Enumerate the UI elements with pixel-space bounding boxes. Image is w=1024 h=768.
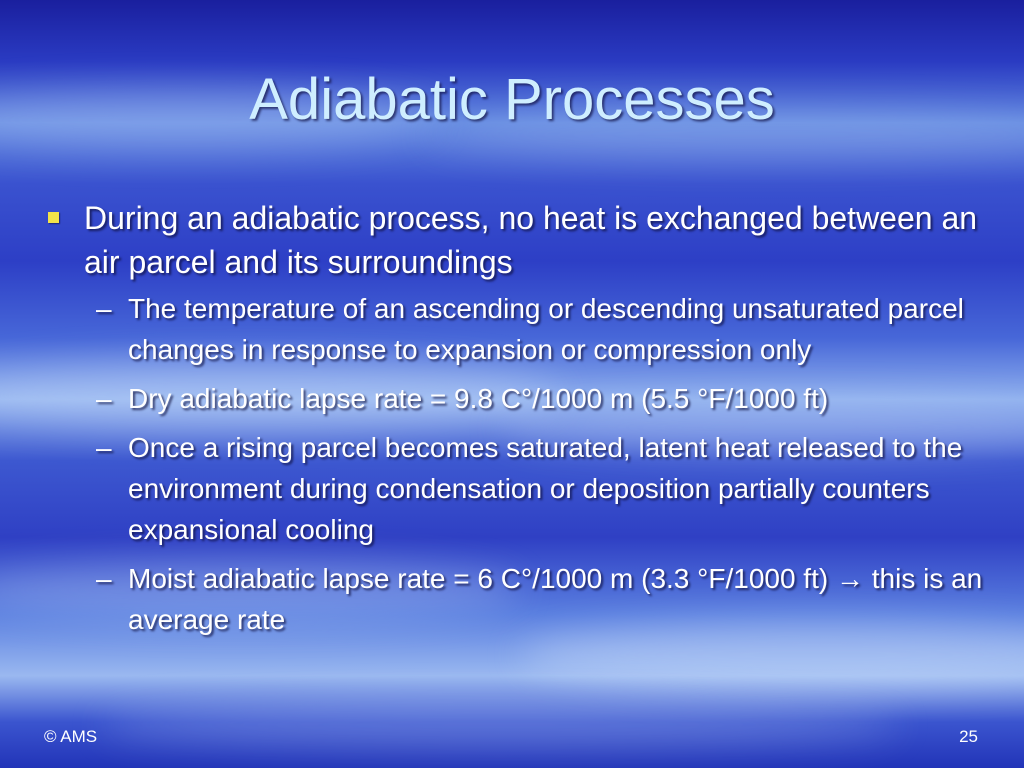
bullet-item	[44, 196, 994, 284]
sub-bullet-text: Moist adiabatic lapse rate = 6 C°/1000 m (3.3 °F/1000 ft) → this is an average rate	[128, 563, 983, 635]
dash-icon: –	[96, 432, 112, 463]
sub-bullet-item	[44, 558, 994, 640]
bullet-text: During an adiabatic process, no heat is exchanged between an air parcel and its surroundings	[84, 200, 978, 280]
dash-icon: –	[96, 293, 112, 324]
copyright-footer: © AMS	[44, 727, 98, 746]
dash-icon: –	[96, 383, 112, 414]
dash-icon: –	[96, 563, 112, 594]
sub-bullet-item	[44, 427, 994, 550]
slide-body	[44, 196, 994, 648]
sub-bullet-text: The temperature of an ascending or descending unsaturated parcel changes in response to expansion or compression only	[128, 293, 964, 365]
sub-bullet-text: Dry adiabatic lapse rate = 9.8 C°/1000 m (5.5 °F/1000 ft)	[128, 383, 829, 414]
square-bullet-icon	[48, 212, 59, 223]
sub-bullet-item	[44, 288, 994, 370]
sub-bullet-text: Once a rising parcel becomes saturated, latent heat released to the environment during condensation or deposition partially counters expansional cooling	[128, 432, 963, 545]
cloud-decoration	[100, 700, 900, 750]
slide-title: Adiabatic Processes	[249, 67, 775, 132]
sub-bullet-item	[44, 378, 994, 419]
page-number: 25	[959, 727, 978, 746]
